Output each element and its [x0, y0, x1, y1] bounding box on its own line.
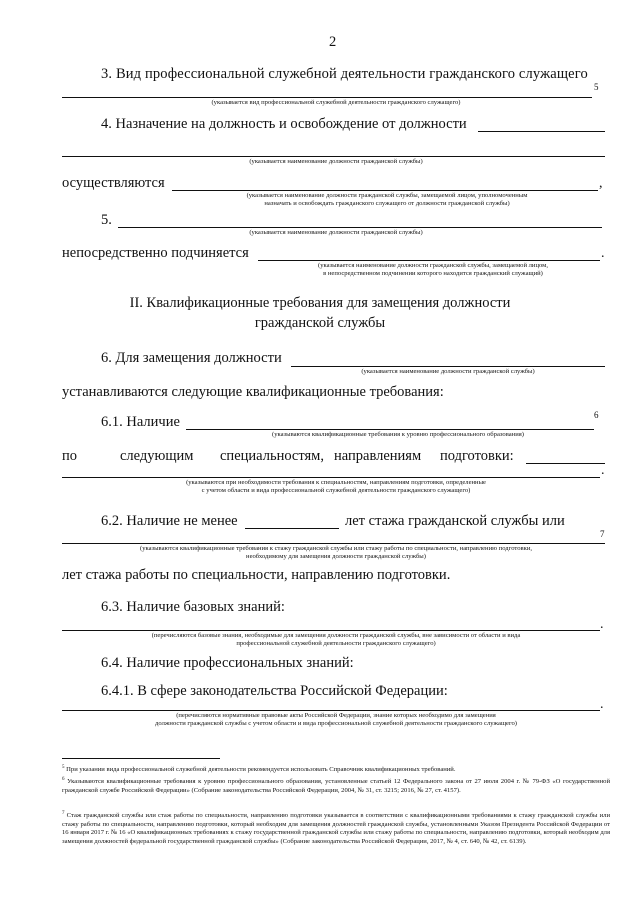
footnote-5	[62, 764, 610, 775]
footnote-7-text: Стаж гражданской службы или стаж работы по специальности, направлению подготовки указывается в соответствии с квалификационными требованиями к стажу гражданской службы или стажу работы по специальности, направлению подготовки, который необходим для замещения должностей гражданской службы, установленными Указом Президента Российской Федерации от 16 января 2017 г. № 16 «О квалификационных требованиях к стажу государственной гражданской службы или стажу работы по специальности, направлению подготовки, который необходим для замещения должностей федеральной государственной гражданской службы» (Собрание законодательства Российской Федерации, 2017, № 4, ст. 640, № 42, ст. 6139).	[62, 812, 610, 845]
footnote-7	[62, 810, 610, 847]
section-5-number: 5.	[101, 212, 112, 228]
hint-6-1b-line2: с учетом области и вида профессиональной служебной деятельности гражданского служащего)	[201, 487, 471, 494]
hint-6-3-line2: профессиональной служебной деятельности гражданского служащего)	[236, 640, 436, 647]
hint-6-4-1-line2: должности гражданской службы с учетом области и вида профессиональной служебной деятельности гражданского служащего)	[155, 720, 517, 727]
hint-6-4-1-line1: (перечисляются нормативные правовые акты Российской Федерации, знание которых необходимо для замещения	[176, 712, 496, 719]
section-6-4-text: 6.4. Наличие профессиональных знаний:	[101, 655, 354, 671]
section-6-2-line2: лет стажа работы по специальности, направлению подготовки.	[62, 567, 451, 583]
field-line	[62, 543, 605, 544]
field-line	[62, 710, 600, 711]
page-number: 2	[329, 34, 337, 50]
label-podchinyaetsya: непосредственно подчиняется	[62, 245, 249, 261]
hint-4b-line2: назначать и освобождать гражданского служащего от должности гражданской службы)	[264, 200, 510, 207]
section-3-title: 3. Вид профессиональной служебной деятельности гражданского служащего	[101, 66, 588, 82]
hint-6: (указывается наименование должности гражданской службы)	[361, 368, 535, 375]
label-osushchestvlyayutsya: осуществляются	[62, 175, 165, 191]
footnote-7-mark: 7	[62, 811, 65, 816]
footnote-separator	[62, 758, 220, 759]
hint-4b-line1: (указывается наименование должности гражданской службы, замещаемой лицом, уполномоченным	[246, 192, 528, 199]
word: подготовки:	[440, 448, 514, 464]
field-line	[291, 366, 605, 367]
section-6-2-text-b: лет стажа гражданской службы или	[345, 513, 565, 529]
section-6-2-text-a: 6.2. Наличие не менее	[101, 513, 238, 529]
hint-6-2-line1: (указываются квалификационные требования к стажу гражданской службы или стажу работы по специальности, направлению подготовки,	[140, 545, 532, 552]
field-line	[118, 227, 602, 228]
section-6-1-text: 6.1. Наличие	[101, 414, 180, 430]
hint-6-1b-line1: (указываются при необходимости требования к специальностям, направлениям подготовки, определенные	[186, 479, 486, 486]
footnote-6	[62, 776, 610, 795]
footnote-5-text: При указании вида профессиональной служебной деятельности рекомендуется использовать Справочник квалификационных требований.	[66, 766, 456, 774]
hint-6-1: (указываются квалификационные требования к уровню профессионального образования)	[272, 431, 524, 438]
word: следующим	[120, 448, 194, 464]
field-line	[62, 477, 600, 478]
hint-6-3-line1: (перечисляются базовые знания, необходимые для замещения должности гражданской службы, вне зависимости от области и вида	[151, 632, 521, 639]
section-4-title: 4. Назначение на должность и освобождение от должности	[101, 116, 467, 132]
section-6-3-text: 6.3. Наличие базовых знаний:	[101, 599, 285, 615]
section-ii-title-line2: гражданской службы	[254, 315, 386, 331]
period: .	[600, 617, 604, 632]
hint-6-2-line2: необходимому для замещения должности гражданской службы)	[246, 553, 426, 560]
word: по	[62, 448, 78, 464]
section-ii-title-line1: II. Квалификационные требования для замещения должности	[129, 295, 511, 311]
field-line	[478, 131, 605, 132]
field-line	[62, 156, 605, 157]
field-line	[62, 630, 600, 631]
field-line	[62, 97, 592, 98]
hint-3: (указывается вид профессиональной служебной деятельности гражданского служащего)	[211, 99, 461, 106]
hint-4: (указывается наименование должности гражданской службы)	[249, 158, 423, 165]
hint-5b-line2: в непосредственном подчинении которого находится гражданский служащий)	[323, 270, 543, 277]
comma: ,	[599, 176, 603, 191]
period: .	[600, 697, 604, 712]
footnote-5-mark: 5	[62, 765, 65, 770]
word: специальностям,	[220, 448, 324, 464]
word: направлениям	[334, 448, 422, 464]
section-6-4-1-text: 6.4.1. В сфере законодательства Российской Федерации:	[101, 683, 448, 699]
footnote-6-text: Указываются квалификационные требования к уровню профессионального образования, установленные статьей 12 Федерального закона от 27 июля 2004 г. № 79-ФЗ «О государственной гражданской службе Российской Федерации» (Собрание законодательства Российской Федерации, 2004, № 31, ст. 3215; 2016, № 27, ст. 4157).	[62, 778, 610, 794]
section-6-line2: устанавливаются следующие квалификационные требования:	[62, 384, 444, 400]
footnote-mark-7: 7	[600, 529, 605, 539]
field-line	[245, 528, 339, 529]
field-line	[186, 429, 594, 430]
hint-5b-line1: (указывается наименование должности гражданской службы, замещаемой лицом,	[318, 262, 548, 269]
period: .	[601, 246, 605, 261]
field-line	[526, 463, 605, 464]
field-line	[172, 190, 598, 191]
footnote-mark-6: 6	[594, 410, 599, 420]
footnote-6-mark: 6	[62, 777, 65, 782]
hint-5: (указывается наименование должности гражданской службы)	[249, 229, 423, 236]
field-line	[258, 260, 600, 261]
period: .	[601, 463, 605, 478]
section-6-text: 6. Для замещения должности	[101, 350, 282, 366]
footnote-mark-5: 5	[594, 82, 599, 92]
